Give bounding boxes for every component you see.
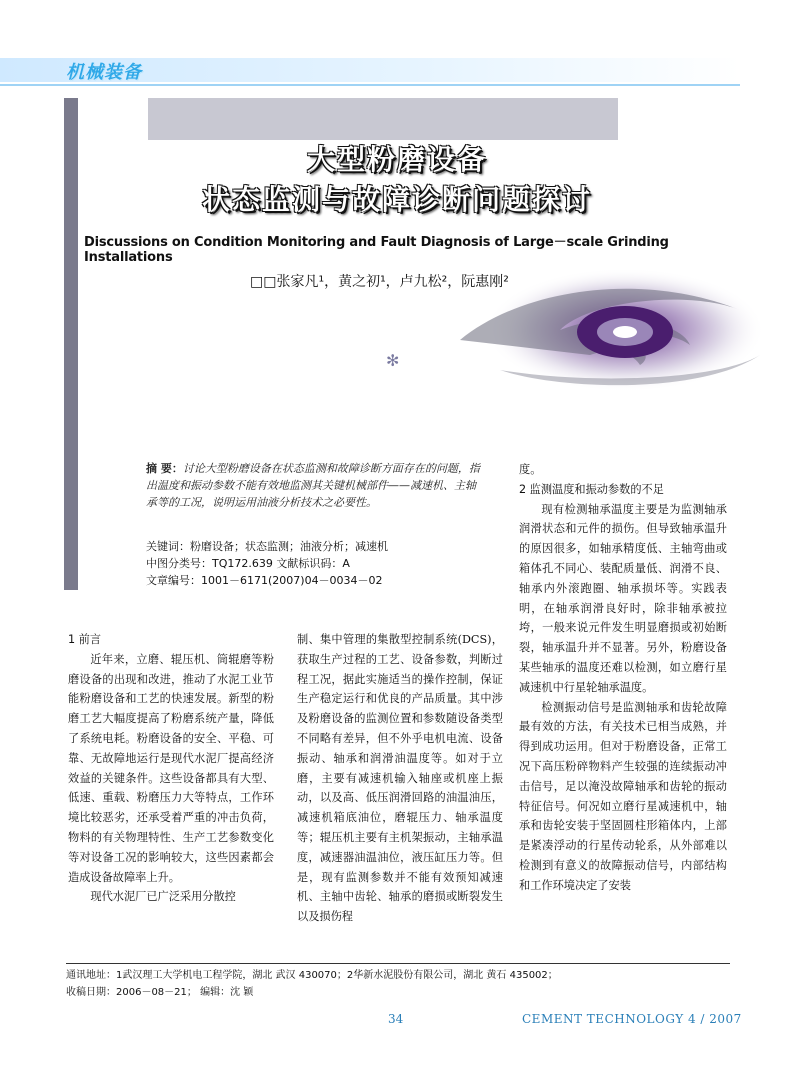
received-date: 收稿日期：2006－08－21； 编辑：沈 颖	[66, 987, 254, 998]
paragraph: 现代水泥厂已广泛采用分散控	[90, 890, 236, 904]
body-column-1	[68, 630, 274, 907]
authors: □□张家凡¹，黄之初¹，卢九松²，阮惠刚²	[250, 274, 509, 290]
footnote	[66, 967, 736, 1001]
article-meta	[146, 538, 482, 590]
title-line-1: 大型粉磨设备	[306, 143, 487, 176]
paragraph: 度。	[519, 463, 542, 476]
swirl-graphic	[440, 270, 770, 400]
sparkle-icon: ✻	[386, 351, 400, 370]
keywords: 关键词：粉磨设备；状态监测；油液分析；减速机	[146, 540, 388, 553]
abstract-label: 摘 要：	[146, 462, 183, 475]
section-tag: 机械装备	[66, 62, 142, 83]
page-number: 34	[388, 1012, 404, 1026]
paragraph: 现有检测轴承温度主要是为监测轴承润滑状态和元件的损伤。但导致轴承温升的原因很多，如轴承精度低、主轴弯曲或箱体孔不同心、装配质量低、润滑不良、轴承内外滚跑圈、轴承损坏等。实践表明，在轴承润滑良好时，除非轴承被拉垮，一般来说元件发生明显磨损或初始断裂，轴承温升并不显著。另外，粉磨设备某些轴承的温度还难以检测，如立磨行星减速机中行星轮轴承温度。	[519, 502, 727, 694]
abstract-text: 讨论大型粉磨设备在状态监测和故障诊断方面存在的问题，指出温度和振动参数不能有效地监测其关键机械部件——减速机、主轴承等的工况，说明运用油液分析技术之必要性。	[146, 462, 480, 510]
section-heading-introduction: 1 前言	[68, 633, 102, 646]
abstract	[146, 460, 482, 512]
paragraph: 制、集中管理的集散型控制系统(DCS)，获取生产过程的工艺、设备参数，判断过程工况，据此实施适当的操作控制，保证生产稳定运行和优良的产品质量。其中涉及粉磨设备的监测位置和参数随设备类型不同略有差异，但不外乎电机电流、设备振动、轴承和润滑油温度等。如对于立磨，主要有减速机输入轴座或机座上振动，以及高、低压润滑回路的油温油压，减速机箱底油位，磨辊压力、轴承温度等；辊压机主要有主机架振动，主轴承温度，减速器油温油位，液压缸压力等。但是，现有监测参数并不能有效预知减速机、主轴中齿轮、轴承的磨损或断裂发生以及损伤程	[297, 633, 503, 924]
body-column-3	[519, 460, 727, 896]
english-title: Discussions on Condition Monitoring and Fault Diagnosis of Large－scale Grinding Installations	[84, 235, 669, 265]
header-divider	[0, 84, 740, 86]
title-background-block	[148, 98, 618, 140]
correspondence-address: 通讯地址：1武汉理工大学机电工程学院，湖北 武汉 430070；2华新水泥股份有限公司，湖北 黄石 435002；	[66, 970, 558, 981]
paragraph: 检测振动信号是监测轴承和齿轮故障最有效的方法，有关技术已相当成熟，并得到成功运用。但对于粉磨设备，正常工况下高压粉碎物料产生较强的连续振动冲击信号，足以淹没故障轴承和齿轮的振动特征信号。何况如立磨行星减速机中，轴承和齿轮安装于坚固圆柱形箱体内，上部是紧凑浮动的行星传动轮系，从外部难以检测到有意义的故障振动信号，内部结构和工作环境决定了安装	[519, 700, 727, 892]
body-column-2	[297, 630, 503, 927]
section-heading-monitoring: 2 监测温度和振动参数的不足	[519, 482, 664, 496]
journal-name: CEMENT TECHNOLOGY 4 / 2007	[522, 1012, 742, 1026]
footer-divider	[66, 963, 730, 964]
title-line-2: 状态监测与故障诊断问题探讨	[201, 183, 592, 216]
paragraph: 近年来，立磨、辊压机、筒辊磨等粉磨设备的出现和改进，推动了水泥工业节能粉磨设备和工艺的快速发展。新型的粉磨工艺大幅度提高了粉磨系统产量，降低了系统电耗。粉磨设备的安全、平稳、可靠、无故障地运行是现代水泥厂提高经济效益的关键条件。这些设备都具有大型、低速、重载、粉磨压力大等特点，工作环境比较恶劣，还承受着严重的冲击负荷，物料的有关物理特性、生产工艺参数变化等对设备工况的影响较大，这些因素都会造成设备故障率上升。	[68, 652, 274, 884]
article-number: 文章编号：1001－6171(2007)04－0034－02	[146, 574, 383, 588]
classification-number: 中图分类号：TQ172.639 文献标识码：A	[146, 557, 350, 571]
